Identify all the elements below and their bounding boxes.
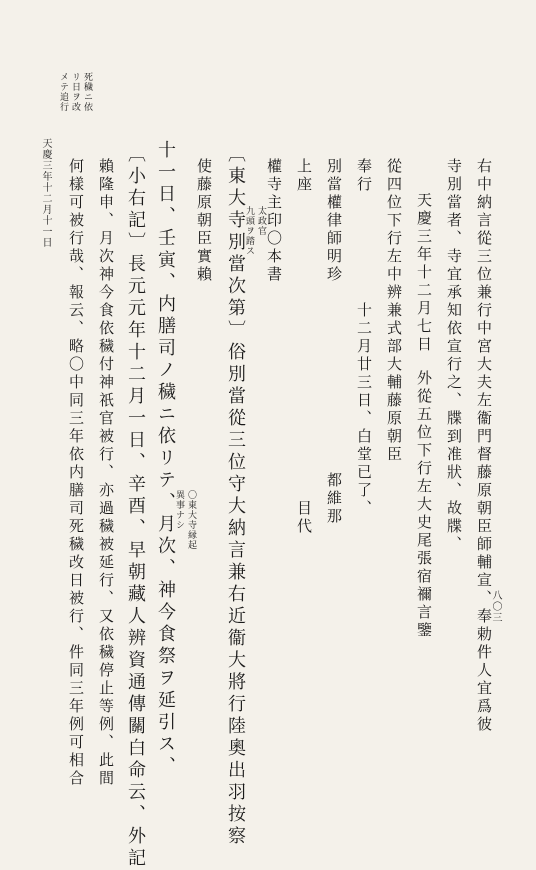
text-column: 上座 xyxy=(295,158,313,194)
inline-note: 〇東大寺縁起 xyxy=(186,490,196,550)
text-column: 何樣可被行哉、報云、略〇中同三年依内膳司死穢改日被行、件同三年例可相合 xyxy=(67,158,85,788)
text-column: 權寺主印〇本書 xyxy=(265,158,283,284)
text-column: 使藤原朝臣實賴 xyxy=(195,158,213,284)
margin-note-line-1: 死穢ニ依 xyxy=(82,72,92,112)
margin-note-line-2: リ日ヲ改 xyxy=(70,72,80,112)
inline-note: 九頭ヲ踏ス xyxy=(244,206,254,256)
text-column: 別當權律師明珍 xyxy=(325,158,343,284)
text-column: 右中納言從三位兼行中宮大夫左衞門督藤原朝臣師輔宣、奉勅件人宜爲彼 xyxy=(475,158,493,734)
text-column: 天慶三年十二月七日 xyxy=(415,192,433,354)
text-column: 外從五位下行左大史尾張宿禰言鑒 xyxy=(415,370,433,640)
text-column: 寺別當者、寺宜承知依宣行之、牒到准狀、故牒、 xyxy=(445,158,463,554)
inline-note: 異事ナシ xyxy=(174,490,184,530)
text-column: 賴隆申、月次神今食依穢付神祇官被行、亦過穢被延行、又依穢停止等例、此間 xyxy=(97,158,115,788)
text-column: 奉行 xyxy=(355,158,373,194)
text-column: 十二月廿三日、白堂已了、 xyxy=(355,302,373,518)
text-column: 從四位下行左中辨兼式部大輔藤原朝臣 xyxy=(385,158,403,464)
margin-note-line-3: メテ追行 xyxy=(58,72,68,112)
text-column: 目代 xyxy=(295,500,313,536)
text-column: 都維那 xyxy=(325,472,343,526)
page-number: 八〇三 xyxy=(490,590,501,623)
running-header: 天慶三年十二月十一日 xyxy=(40,138,51,248)
inline-note: 太政官 xyxy=(256,206,266,236)
section-heading: 〔小右記〕長元元年十二月一日、辛酉、早朝藏人辨資通傳關白命云、外記 xyxy=(125,144,146,870)
section-heading: 〔東大寺別當次第〕俗別當從三位守大納言兼右近衞大將行陸奧出羽按察 xyxy=(225,144,246,848)
text-column: 十一日、壬寅、内膳司ノ穢ニ依リテ、月次、神今食祭ヲ延引ス、 xyxy=(155,140,176,778)
